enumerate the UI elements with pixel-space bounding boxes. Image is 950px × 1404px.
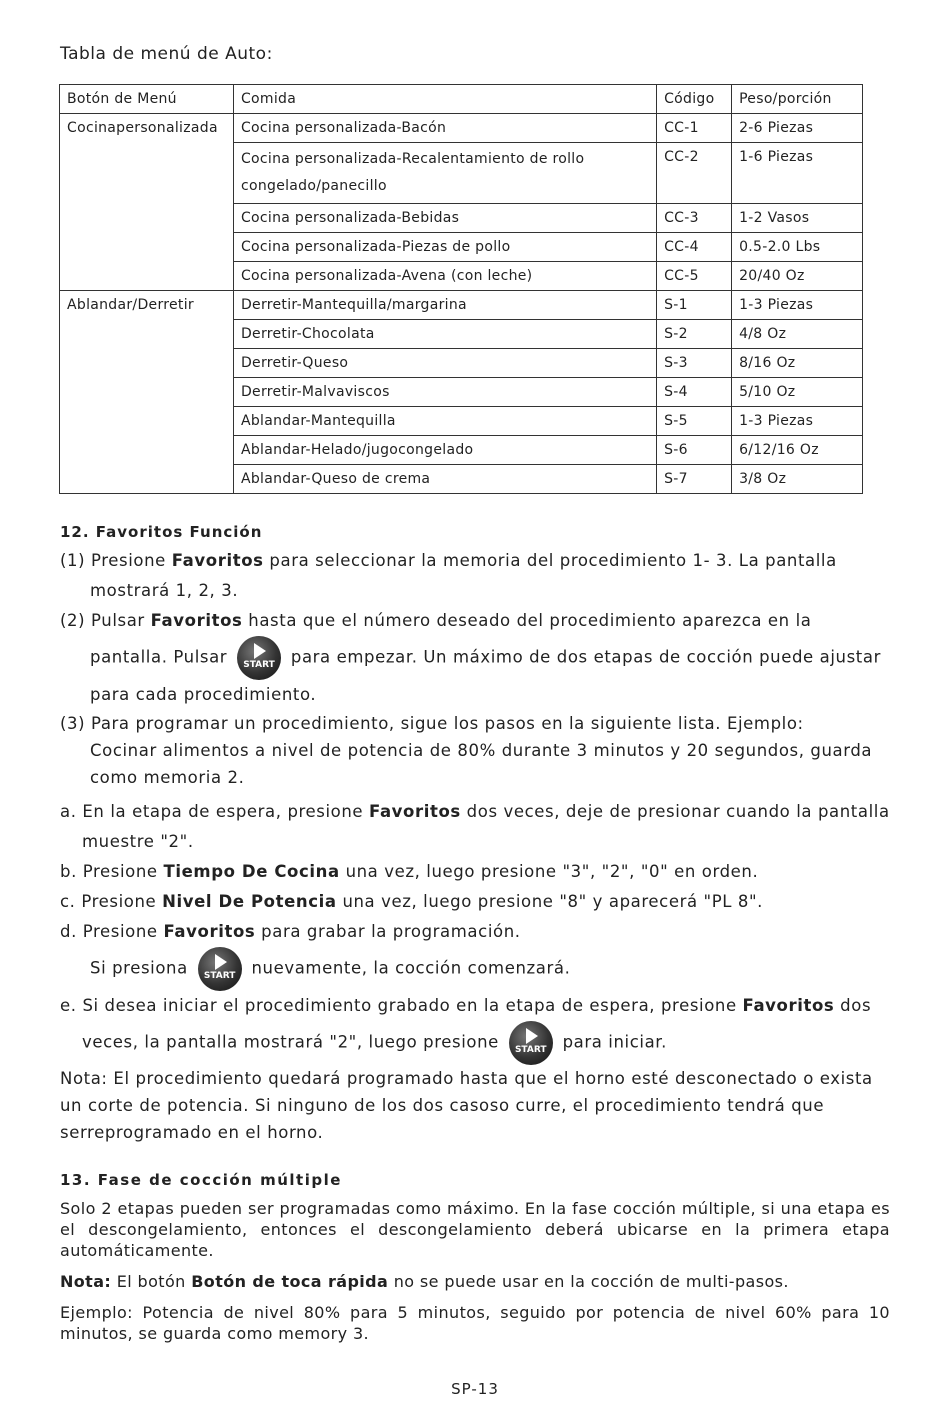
weight-cell: 8/16 Oz — [732, 349, 863, 378]
food-cell: Cocina personalizada-Avena (con leche) — [233, 262, 656, 291]
food-cell: Cocina personalizada-Recalentamiento de rollo congelado/panecillo — [233, 143, 656, 204]
header-code: Código — [657, 85, 732, 114]
food-cell: Derretir-Chocolata — [233, 320, 656, 349]
food-cell: Ablandar-Queso de crema — [233, 465, 656, 494]
weight-cell: 1-3 Piezas — [732, 407, 863, 436]
step-d-continued: Si presiona START nuevamente, la cocción comenzará. — [60, 947, 890, 991]
table-row — [60, 114, 863, 143]
favoritos-button-label: Favoritos — [150, 611, 243, 630]
code-cell: S-2 — [657, 320, 732, 349]
table-header-row — [60, 85, 863, 114]
weight-cell: 1-6 Piezas — [732, 143, 863, 204]
step-b: b. Presione Tiempo De Cocina una vez, luego presione "3", "2", "0" en orden. — [60, 862, 759, 881]
favoritos-button-label: Favoritos — [171, 551, 264, 570]
weight-cell: 0.5-2.0 Lbs — [732, 233, 863, 262]
code-cell: CC-1 — [657, 114, 732, 143]
section-13-paragraph: Solo 2 etapas pueden ser programadas como máximo. En la fase cocción múltiple, si una etapa es el descongelamiento, entonces el descongelamiento deberá ubicarse en la primera etapa automáticamente. — [60, 1199, 890, 1260]
category-cell: Ablandar/Derretir — [60, 291, 234, 494]
header-food: Comida — [233, 85, 656, 114]
food-cell: Cocina personalizada-Bacón — [233, 114, 656, 143]
food-cell: Derretir-Mantequilla/margarina — [233, 291, 656, 320]
code-cell: CC-3 — [657, 204, 732, 233]
code-cell: S-4 — [657, 378, 732, 407]
food-cell: Cocina personalizada-Bebidas — [233, 204, 656, 233]
section-13-note: Nota: El botón Botón de toca rápida no se puede usar en la cocción de multi-pasos. — [60, 1272, 789, 1291]
table-row — [60, 291, 863, 320]
step-3: (3) Para programar un procedimiento, sigue los pasos en la siguiente lista. Ejemplo: Cocinar alimentos a nivel de potencia de 80% durante 3 minutos y 20 segundos, guarda como memoria 2. — [60, 714, 873, 787]
code-cell: S-6 — [657, 436, 732, 465]
weight-cell: 5/10 Oz — [732, 378, 863, 407]
step-d: d. Presione Favoritos para grabar la programación. — [60, 922, 521, 941]
section-13 — [60, 1168, 890, 1354]
page-number: SP-13 — [451, 1380, 499, 1398]
section-12-note: Nota: El procedimiento quedará programado hasta que el horno esté desconectado o exista un corte de potencia. Si ninguno de los dos casoso curre, el procedimiento tendrá que serreprogramado en el horno. — [60, 1069, 873, 1142]
start-button-icon: START — [198, 947, 242, 991]
weight-cell: 1-3 Piezas — [732, 291, 863, 320]
step-a: a. En la etapa de espera, presione Favoritos dos veces, deje de presionar cuando la pantalla muestre "2". — [60, 802, 890, 851]
weight-cell: 2-6 Piezas — [732, 114, 863, 143]
header-weight: Peso/porción — [732, 85, 863, 114]
page-title: Tabla de menú de Auto: — [60, 44, 273, 64]
header-menu-button: Botón de Menú — [60, 85, 234, 114]
section-13-example: Ejemplo: Potencia de nivel 80% para 5 minutos, seguido por potencia de nivel 60% para 10 minutos, se guarda como memory 3. — [60, 1303, 890, 1343]
code-cell: CC-5 — [657, 262, 732, 291]
weight-cell: 3/8 Oz — [732, 465, 863, 494]
food-cell: Ablandar-Mantequilla — [233, 407, 656, 436]
step-e: e. Si desea iniciar el procedimiento grabado en la etapa de espera, presione Favoritos dos veces, la pantalla mostrará "2", luego presione START para iniciar. — [60, 991, 890, 1065]
food-cell: Ablandar-Helado/jugocongelado — [233, 436, 656, 465]
code-cell: CC-2 — [657, 143, 732, 204]
code-cell: S-7 — [657, 465, 732, 494]
start-button-icon: START — [509, 1021, 553, 1065]
step-1: (1) Presione Favoritos para seleccionar la memoria del procedimiento 1- 3. La pantalla mostrará 1, 2, 3. — [60, 551, 837, 600]
step-2: (2) Pulsar Favoritos hasta que el número deseado del procedimiento aparezca en la pantalla. Pulsar START para empezar. Un máximo de dos etapas de cocción puede ajustar para cada procedimiento. — [60, 611, 881, 704]
weight-cell: 1-2 Vasos — [732, 204, 863, 233]
food-cell: Cocina personalizada-Piezas de pollo — [233, 233, 656, 262]
weight-cell: 6/12/16 Oz — [732, 436, 863, 465]
code-cell: S-1 — [657, 291, 732, 320]
section-12-title: 12. Favoritos Función — [60, 523, 263, 541]
weight-cell: 20/40 Oz — [732, 262, 863, 291]
section-12 — [60, 520, 890, 1146]
food-cell: Derretir-Malvaviscos — [233, 378, 656, 407]
category-cell: Cocinapersonalizada — [60, 114, 234, 291]
weight-cell: 4/8 Oz — [732, 320, 863, 349]
step-c: c. Presione Nivel De Potencia una vez, luego presione "8" y aparecerá "PL 8". — [60, 892, 764, 911]
start-button-icon: START — [237, 636, 281, 680]
section-13-title: 13. Fase de cocción múltiple — [60, 1171, 342, 1189]
code-cell: S-3 — [657, 349, 732, 378]
code-cell: CC-4 — [657, 233, 732, 262]
food-cell: Derretir-Queso — [233, 349, 656, 378]
auto-menu-table — [59, 84, 863, 494]
code-cell: S-5 — [657, 407, 732, 436]
